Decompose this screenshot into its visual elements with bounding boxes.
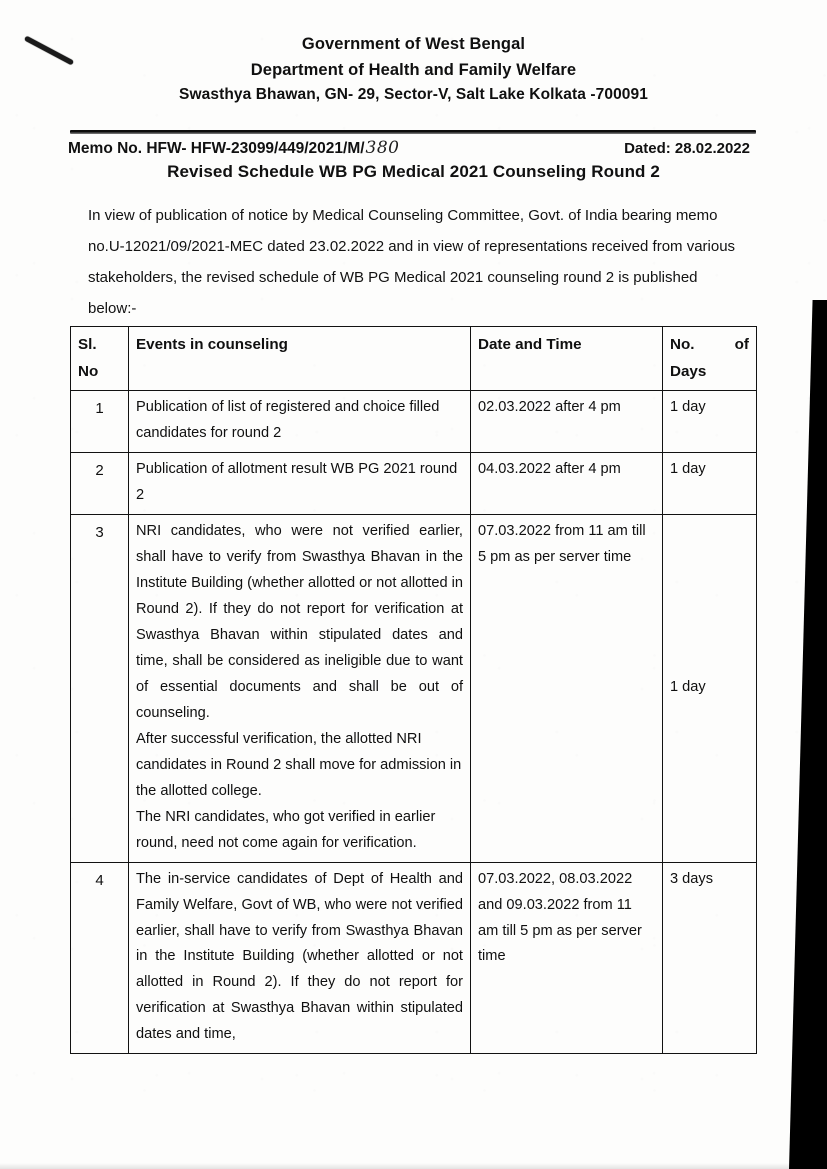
column-header-events: Events in counseling <box>129 327 471 391</box>
schedule-table <box>70 326 757 1054</box>
column-header-sl-no-line1: Sl. <box>78 336 97 353</box>
row-date-time: 07.03.2022, 08.03.2022 and 09.03.2022 from 11 am till 5 pm as per server time <box>471 862 663 1054</box>
table-row <box>71 391 757 453</box>
intro-paragraph-text: In view of publication of notice by Medical Counseling Committee, Govt. of India bearing memo no.U-12021/09/2021-MEC dated 23.02.2022 and in view of representations received from various stakeholders, the revised schedule of WB PG Medical 2021 counseling round 2 is published below:- <box>88 207 736 318</box>
row-number-of-days: 1 day <box>663 391 757 453</box>
intro-paragraph <box>88 200 740 324</box>
column-header-sl-no-line2: No <box>78 363 99 381</box>
memo-line <box>68 138 758 158</box>
row-event-block: NRI candidates, who were not verified earlier, shall have to verify from Swasthya Bhavan in the Institute Building (whether allotted or not allotted in Round 2). If they do not report for verification at Swasthya Bhavan within stipulated dates and time, shall be considered as ineligible due to want of essential documents and shall be out of counseling. <box>136 522 463 721</box>
row-event-block: The in-service candidates of Dept of Health and Family Welfare, Govt of WB, who were not verified earlier, shall have to verify from Swasthya Bhavan in the Institute Building (whether allotted or not allotted in Round 2). If they do not report for verification at Swasthya Bhavan within stipulated dates and time, <box>136 870 463 1043</box>
row-number-of-days: 1 day <box>663 514 757 862</box>
letterhead-line-address: Swasthya Bhawan, GN- 29, Sector-V, Salt Lake Kolkata -700091 <box>179 86 648 104</box>
table-header-row <box>71 327 757 391</box>
memo-number-label <box>68 138 400 158</box>
scan-bottom-shadow <box>0 1163 827 1169</box>
memo-handwritten-number: 380 <box>365 138 400 158</box>
column-header-days-line2: of <box>734 336 749 353</box>
schedule-table-head <box>71 327 757 391</box>
column-header-days-line3: Days <box>670 363 707 381</box>
letterhead-line-department: Department of Health and Family Welfare <box>250 60 577 79</box>
column-header-sl-no <box>71 327 129 391</box>
row-event-block: The NRI candidates, who got verified in earlier round, need not come again for verification. <box>136 808 436 851</box>
schedule-table-body <box>71 391 757 1054</box>
row-event-description <box>129 453 471 515</box>
row-event-block: Publication of list of registered and choice filled candidates for round 2 <box>136 399 440 442</box>
document-title: Revised Schedule WB PG Medical 2021 Counseling Round 2 <box>167 162 660 181</box>
row-date-time: 07.03.2022 from 11 am till 5 pm as per server time <box>471 514 663 862</box>
row-event-block: Publication of allotment result WB PG 2021 round 2 <box>136 461 458 503</box>
column-header-no-of-days <box>663 327 757 391</box>
memo-date: Dated: 28.02.2022 <box>624 140 750 157</box>
column-header-days-line1: No. <box>670 336 695 353</box>
row-event-description <box>129 514 471 862</box>
row-number-of-days: 1 day <box>663 453 757 515</box>
row-event-description <box>129 391 471 453</box>
letterhead <box>0 32 827 107</box>
scan-edge-shadow <box>789 300 827 1169</box>
row-serial-number: 3 <box>71 514 129 862</box>
header-divider-rule <box>70 130 756 134</box>
column-header-date-time: Date and Time <box>471 327 663 391</box>
row-serial-number: 4 <box>71 862 129 1054</box>
letterhead-line-government: Government of West Bengal <box>301 35 526 53</box>
memo-number-text: Memo No. HFW- HFW-23099/449/2021/M/ <box>68 140 365 157</box>
row-date-time: 04.03.2022 after 4 pm <box>471 453 663 515</box>
row-date-time: 02.03.2022 after 4 pm <box>471 391 663 453</box>
table-row <box>71 453 757 515</box>
table-row <box>71 514 757 862</box>
row-serial-number: 1 <box>71 391 129 453</box>
row-serial-number: 2 <box>71 453 129 515</box>
row-event-block: After successful verification, the allotted NRI candidates in Round 2 shall move for admission in the allotted college. <box>136 730 462 799</box>
row-event-description <box>129 862 471 1054</box>
table-row <box>71 862 757 1054</box>
row-number-of-days: 3 days <box>663 862 757 1054</box>
